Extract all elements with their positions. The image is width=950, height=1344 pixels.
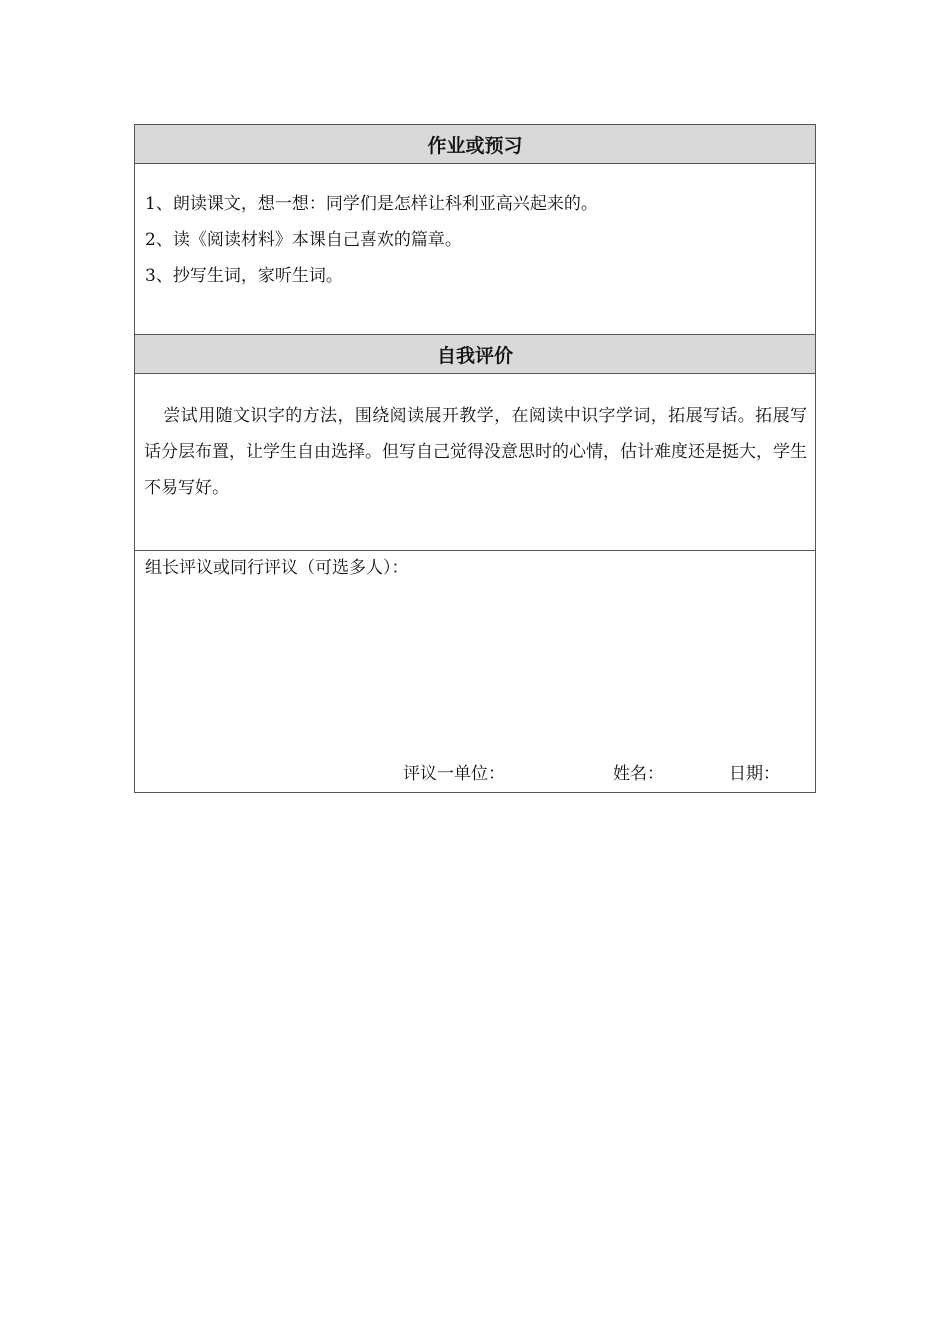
homework-item-1: 1、朗读课文，想一想：同学们是怎样让科利亚高兴起来的。 xyxy=(145,194,598,214)
self-evaluation-section xyxy=(135,374,815,551)
homework-item-3: 3、抄写生词，家听生词。 xyxy=(145,266,343,286)
homework-item-2: 2、读《阅读材料》本课自己喜欢的篇章。 xyxy=(145,230,462,250)
homework-header xyxy=(135,125,815,164)
homework-title: 作业或预习 xyxy=(427,134,523,157)
lesson-table xyxy=(134,124,816,793)
peer-review-label: 组长评议或同行评议（可选多人）： xyxy=(145,558,409,578)
review-name-label: 姓名： xyxy=(613,764,664,784)
self-evaluation-header xyxy=(135,334,815,374)
review-unit-label: 评议一单位： xyxy=(403,764,505,784)
self-evaluation-text: 尝试用随文识字的方法，围绕阅读展开教学，在阅读中识字学词，拓展写话。拓展写话分层布置，让学生自由选择。但写自己觉得没意思时的心情，估计难度还是挺大，学生不易写好。 xyxy=(144,406,807,498)
self-evaluation-title: 自我评价 xyxy=(436,344,513,367)
review-date-label: 日期： xyxy=(729,764,780,784)
homework-section xyxy=(135,164,815,334)
peer-review-section xyxy=(135,551,815,792)
